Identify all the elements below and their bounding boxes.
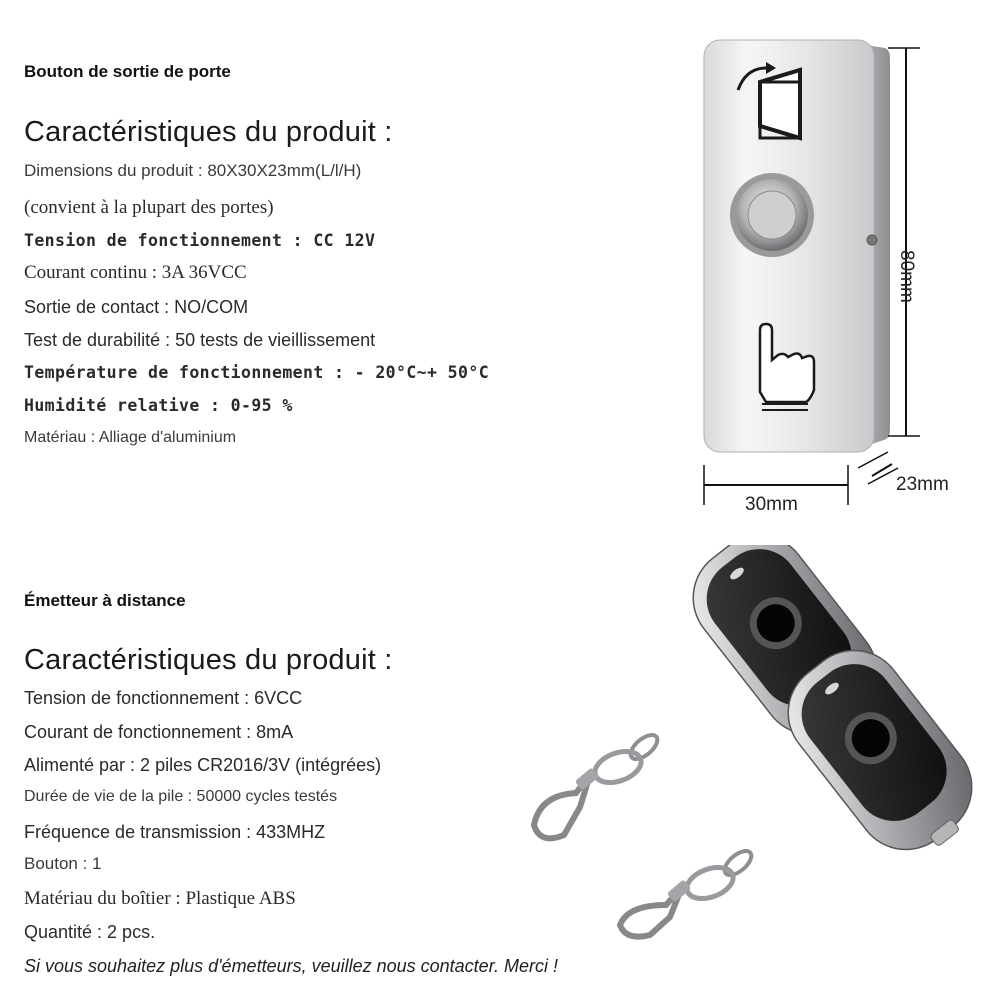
section-title-remote: Émetteur à distance [24, 591, 186, 610]
spec-line: Fréquence de transmission : 433MHZ [24, 822, 326, 842]
spec-line: Dimensions du produit : 80X30X23mm(L/l/H) [24, 161, 362, 180]
spec-line: (convient à la plupart des portes) [24, 197, 274, 218]
spec-line: Humidité relative : 0-95 % [24, 396, 293, 415]
dimension-width-label: 30mm [745, 494, 798, 515]
spec-line: Quantité : 2 pcs. [24, 922, 156, 942]
dimension-depth-label: 23mm [896, 474, 949, 495]
spec-line: Durée de vie de la pile : 50000 cycles testés [24, 788, 338, 805]
spec-line: Tension de fonctionnement : 6VCC [24, 688, 303, 708]
remote-transmitters-illustration [520, 545, 990, 945]
spec-line: Tension de fonctionnement : CC 12V [24, 231, 376, 250]
dimension-height-label: 80mm [896, 250, 917, 303]
spec-line: Bouton : 1 [24, 854, 102, 873]
section-title-exit-button: Bouton de sortie de porte [24, 62, 231, 81]
spec-line: Test de durabilité : 50 tests de vieillissement [24, 330, 376, 350]
spec-line: Température de fonctionnement : - 20°C~+ 50°C [24, 363, 490, 382]
section-heading-exit-button: Caractéristiques du produit : [24, 116, 393, 148]
spec-line: Courant continu : 3A 36VCC [24, 262, 247, 283]
spec-line: Matériau du boîtier : Plastique ABS [24, 888, 296, 909]
dimension-lines [690, 40, 990, 520]
section-heading-remote: Caractéristiques du produit : [24, 644, 393, 676]
spec-line: Alimenté par : 2 piles CR2016/3V (intégrées) [24, 755, 382, 775]
spec-line: Matériau : Alliage d'aluminium [24, 429, 237, 446]
contact-note: Si vous souhaitez plus d'émetteurs, veuillez nous contacter. Merci ! [24, 956, 559, 976]
spec-line: Sortie de contact : NO/COM [24, 297, 249, 317]
spec-line: Courant de fonctionnement : 8mA [24, 722, 294, 742]
